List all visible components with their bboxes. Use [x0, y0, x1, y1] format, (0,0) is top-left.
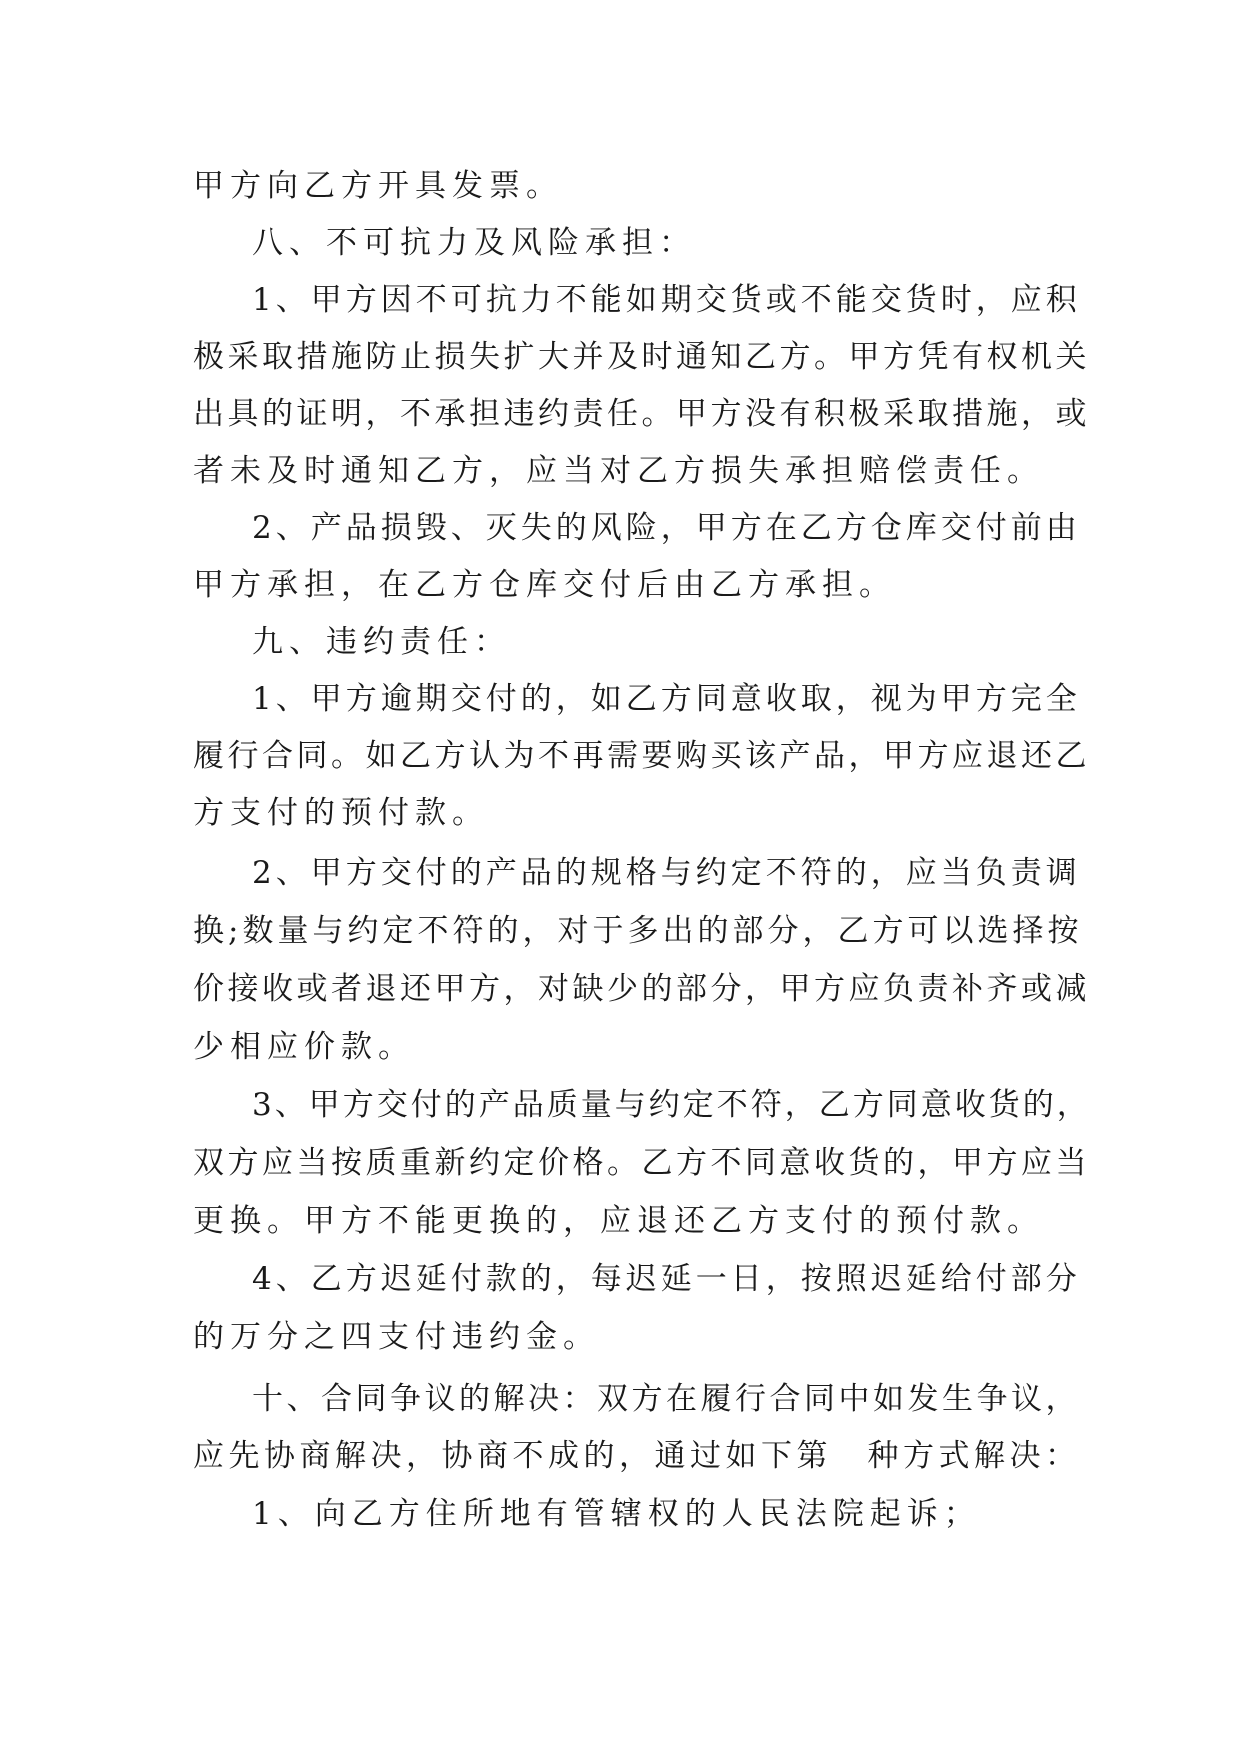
text-line-12: 方支付的预付款。	[193, 795, 489, 831]
text-line-18: 双方应当按质重新约定价格。乙方不同意收货的，甲方应当	[193, 1145, 1090, 1181]
text-line-13: 2、甲方交付的产品的规格与约定不符的，应当负责调	[252, 855, 1081, 891]
text-line-1: 甲方向乙方开具发票。	[193, 168, 563, 204]
section-heading-9: 九、违约责任：	[252, 624, 511, 660]
text-line-11: 履行合同。如乙方认为不再需要购买该产品，甲方应退还乙	[193, 738, 1090, 774]
text-line-8: 甲方承担，在乙方仓库交付后由乙方承担。	[193, 567, 896, 603]
section-heading-10: 十、合同争议的解决：双方在履行合同中如发生争议，	[252, 1381, 1080, 1417]
text-line-15: 价接收或者退还甲方，对缺少的部分，甲方应负责补齐或减	[193, 971, 1090, 1007]
text-line-23: 应先协商解决，协商不成的，通过如下第 种方式解决：	[193, 1438, 1081, 1474]
text-line-17: 3、甲方交付的产品质量与约定不符，乙方同意收货的，	[252, 1087, 1091, 1123]
text-line-20: 4、乙方迟延付款的，每迟延一日，按照迟延给付部分	[252, 1261, 1081, 1297]
text-line-10: 1、甲方逾期交付的，如乙方同意收取，视为甲方完全	[252, 681, 1081, 717]
text-line-24: 1、向乙方住所地有管辖权的人民法院起诉；	[252, 1496, 981, 1532]
text-line-7: 2、产品损毁、灭失的风险，甲方在乙方仓库交付前由	[252, 510, 1081, 546]
section-heading-8: 八、不可抗力及风险承担：	[252, 225, 696, 261]
text-line-6: 者未及时通知乙方，应当对乙方损失承担赔偿责任。	[193, 453, 1044, 489]
text-line-4: 极采取措施防止损失扩大并及时通知乙方。甲方凭有权机关	[193, 339, 1090, 375]
text-line-16: 少相应价款。	[193, 1029, 415, 1065]
text-line-3: 1、甲方因不可抗力不能如期交货或不能交货时，应积	[252, 282, 1081, 318]
text-line-19: 更换。甲方不能更换的，应退还乙方支付的预付款。	[193, 1203, 1044, 1239]
text-line-14: 换;数量与约定不符的，对于多出的部分，乙方可以选择按	[193, 913, 1083, 949]
text-line-5: 出具的证明，不承担违约责任。甲方没有积极采取措施，或	[193, 396, 1090, 432]
text-line-21: 的万分之四支付违约金。	[193, 1319, 600, 1355]
